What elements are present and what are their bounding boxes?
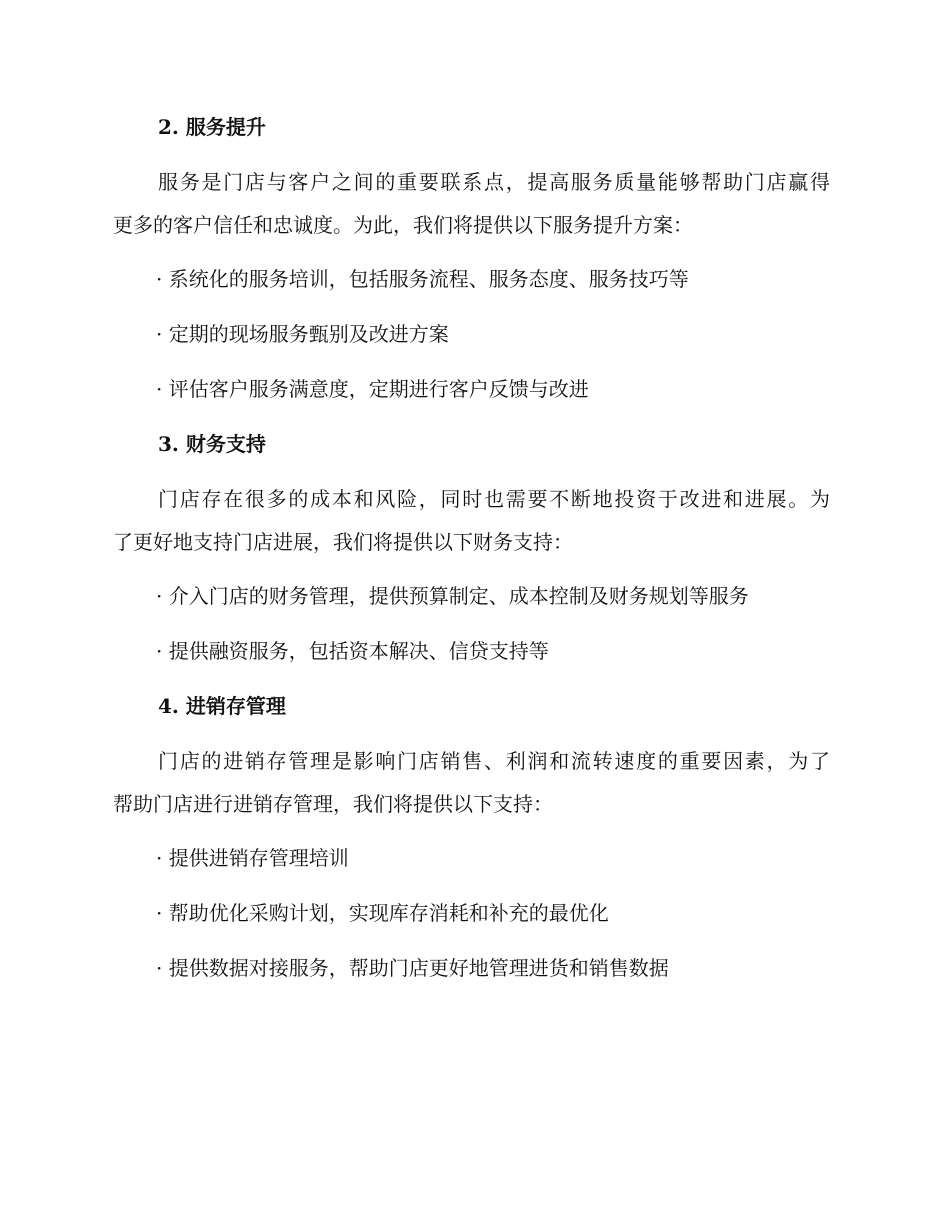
paragraph-finance-line-1: 门店存在很多的成本和风险，同时也需要不断地投资于改进和进展。为	[158, 487, 830, 511]
bullet-finance-2: · 提供融资服务，包括资本解决、信贷支持等	[156, 639, 549, 663]
section-heading-finance: 3. 财务支持	[158, 432, 266, 456]
paragraph-service-line-2: 更多的客户信任和忠诚度。为此，我们将提供以下服务提升方案：	[113, 213, 693, 237]
bullet-service-2: · 定期的现场服务甄别及改进方案	[156, 322, 449, 346]
section-heading-inventory: 4. 进销存管理	[158, 694, 286, 718]
bullet-inventory-3: · 提供数据对接服务，帮助门店更好地管理进货和销售数据	[156, 956, 669, 980]
section-heading-service: 2. 服务提升	[158, 115, 266, 139]
paragraph-service-line-1: 服务是门店与客户之间的重要联系点，提高服务质量能够帮助门店赢得	[158, 170, 830, 194]
bullet-inventory-1: · 提供进销存管理培训	[156, 846, 349, 870]
bullet-inventory-2: · 帮助优化采购计划，实现库存消耗和补充的最优化	[156, 901, 609, 925]
bullet-service-1: · 系统化的服务培训，包括服务流程、服务态度、服务技巧等	[156, 267, 689, 291]
paragraph-inventory-line-1: 门店的进销存管理是影响门店销售、利润和流转速度的重要因素，为了	[158, 749, 830, 773]
paragraph-finance-line-2: 了更好地支持门店进展，我们将提供以下财务支持：	[113, 530, 573, 554]
bullet-service-3: · 评估客户服务满意度，定期进行客户反馈与改进	[156, 377, 589, 401]
paragraph-inventory-line-2: 帮助门店进行进销存管理，我们将提供以下支持：	[113, 792, 553, 816]
bullet-finance-1: · 介入门店的财务管理，提供预算制定、成本控制及财务规划等服务	[156, 584, 749, 608]
